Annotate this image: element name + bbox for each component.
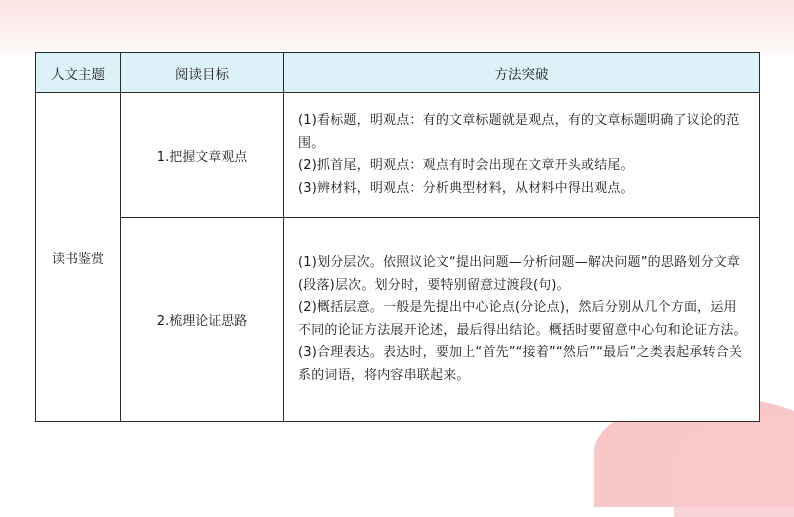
goal-cell: 1.把握文章观点: [121, 93, 284, 218]
method-item: (1)划分层次。依照议论文“提出问题—分析问题—解决问题”的思路划分文章(段落)层次。划分时，要特别留意过渡段(句)。: [298, 255, 741, 293]
header-goal: 阅读目标: [121, 53, 284, 93]
method-item: (3)合理表达。表达时，要加上“首先”“接着”“然后”“最后”之类表起承转合关系的词语，将内容串联起来。: [298, 345, 743, 383]
table-row: [36, 93, 760, 218]
method-item: (1)看标题，明观点：有的文章标题就是观点，有的文章标题明确了议论的范围。: [298, 113, 740, 151]
reading-methods-table: [35, 52, 760, 422]
method-item: (2)抓首尾，明观点：观点有时会出现在文章开头或结尾。: [298, 158, 634, 173]
theme-cell: 读书鉴赏: [36, 93, 121, 422]
method-item: (3)辨材料，明观点：分析典型材料，从材料中得出观点。: [298, 180, 634, 196]
table-row: [36, 218, 760, 422]
background-top-tint: [0, 0, 794, 60]
goal-cell: 2.梳理论证思路: [121, 218, 284, 422]
table-header-row: [36, 53, 760, 93]
header-theme: 人文主题: [36, 53, 121, 93]
method-cell: [284, 93, 760, 218]
header-method: 方法突破: [284, 53, 760, 93]
method-cell: [284, 218, 760, 422]
method-item: (2)概括层意。一般是先提出中心论点(分论点)，然后分别从几个方面，运用不同的论证方法展开论述，最后得出结论。概括时要留意中心句和论证方法。: [298, 300, 747, 338]
